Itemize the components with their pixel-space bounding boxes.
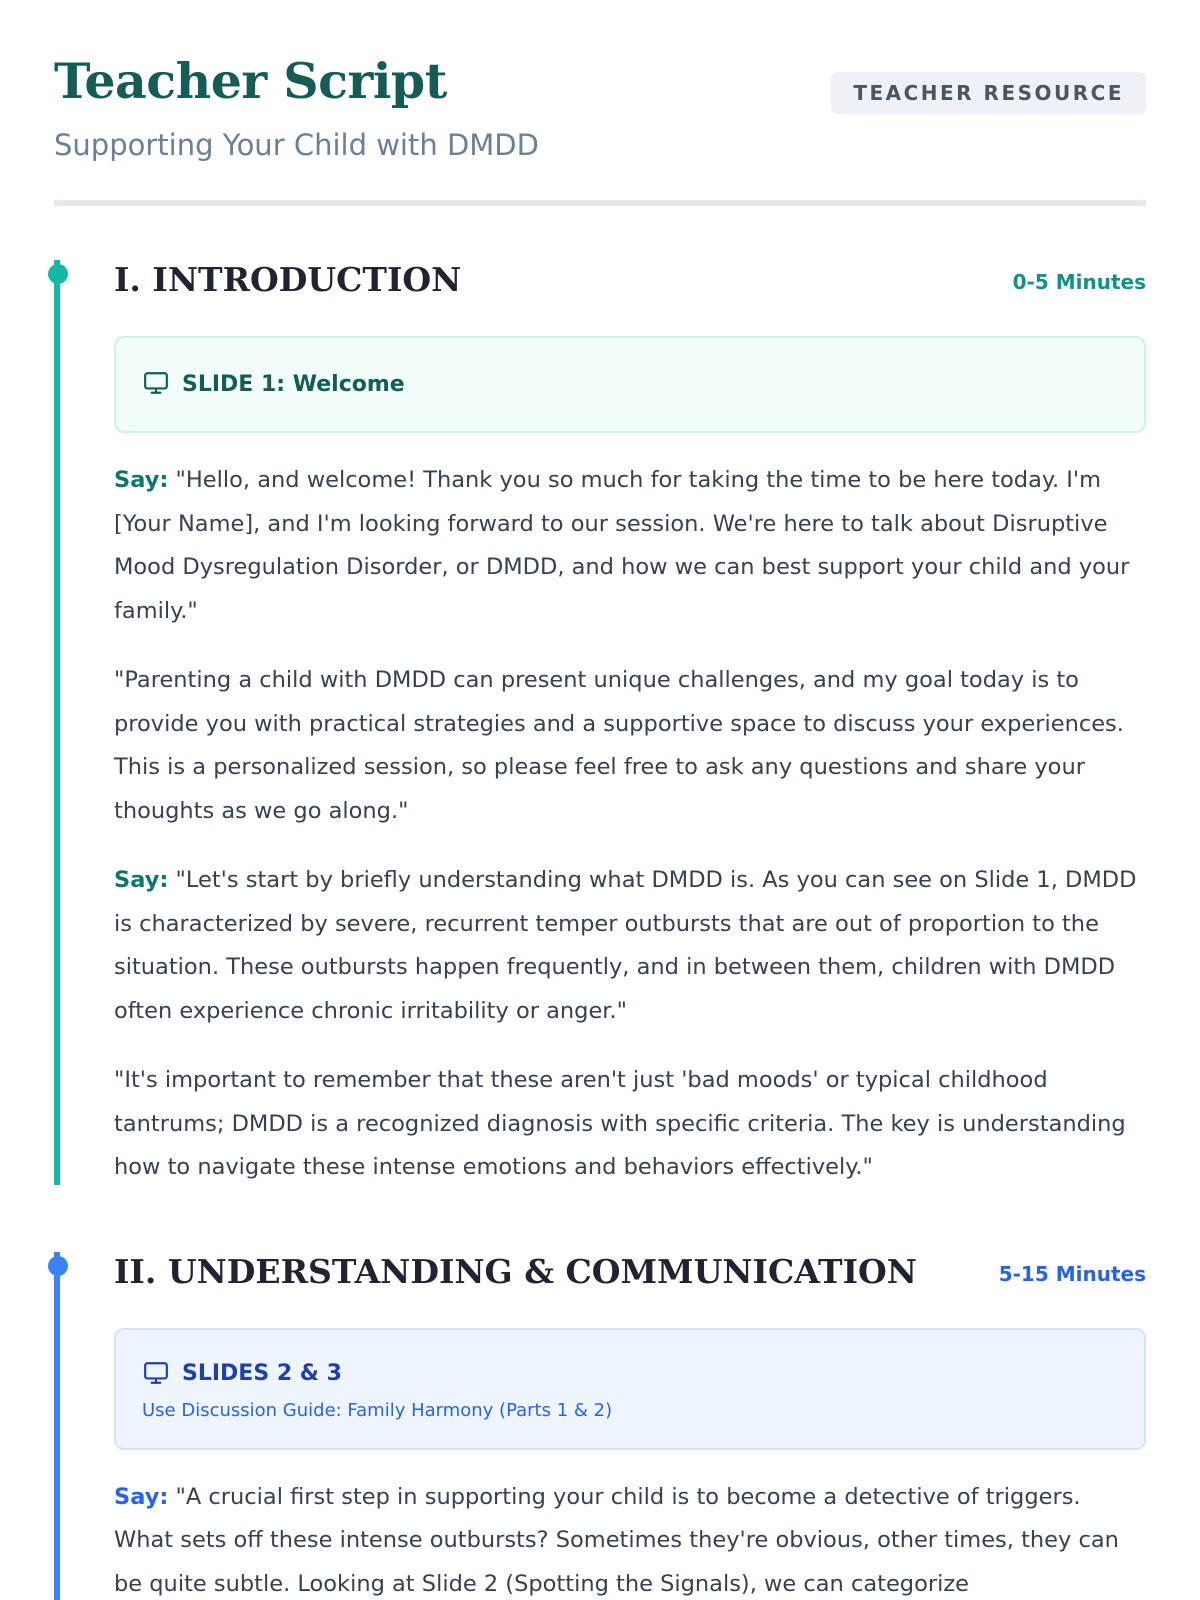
section-duration: 5-15 Minutes xyxy=(998,1261,1146,1286)
script-paragraph xyxy=(114,1476,1146,1600)
script-paragraph xyxy=(114,859,1146,1033)
script-text: "Parenting a child with DMDD can present unique challenges, and my goal today is to provide you with practical strategies and a supportive space to discuss your experiences. This is a personalized session, so please feel free to ask any questions and share your thoughts as we go along." xyxy=(114,667,1124,824)
script-text: "It's important to remember that these aren't just 'bad moods' or typical childhood tantrums; DMDD is a recognized diagnosis with specific criteria. The key is understanding how to navigate these intense emotions and behaviors effectively." xyxy=(114,1067,1126,1180)
say-cue: Say: xyxy=(114,867,169,893)
timeline-rail xyxy=(54,260,60,1185)
resource-badge: TEACHER RESOURCE xyxy=(831,72,1146,114)
slide-callout xyxy=(114,336,1146,433)
page-header xyxy=(54,0,1146,206)
script-text: "Hello, and welcome! Thank you so much for taking the time to be here today. I'm [Your Name], and I'm looking forward to our session. We're here to talk about Disruptive Mood Dysregulation Disorder, or DMDD, and how we can best support your child and your family." xyxy=(114,467,1130,624)
section-header xyxy=(114,260,1146,306)
script-paragraph xyxy=(114,659,1146,833)
slide-label: SLIDE 1: Welcome xyxy=(182,371,405,397)
script-paragraph xyxy=(114,1059,1146,1190)
slide-instruction: Use Discussion Guide: Family Harmony (Parts 1 & 2) xyxy=(142,1399,613,1421)
monitor-icon xyxy=(142,1360,172,1388)
timeline-dot xyxy=(48,1256,68,1276)
script-text: "A crucial first step in supporting your child is to become a detective of triggers. What sets off these intense outbursts? Sometimes they're obvious, other times, they can be quite subtle. Looking at Slide 2 (Spotting the Signals), we can categorize xyxy=(114,1483,1119,1597)
section-title: II. UNDERSTANDING & COMMUNICATION xyxy=(114,1251,917,1291)
say-cue: Say: xyxy=(114,467,169,493)
say-cue: Say: xyxy=(114,1483,169,1510)
section-title: I. INTRODUCTION xyxy=(114,260,462,299)
timeline-rail xyxy=(54,1252,60,1600)
monitor-icon xyxy=(142,370,172,398)
section-introduction xyxy=(54,260,1146,1190)
script-text: "Let's start by briefly understanding what DMDD is. As you can see on Slide 1, DMDD is characterized by severe, recurrent temper outbursts that are out of proportion to the situation. These outbursts happen frequently, and in between them, children with DMDD often experience chronic irritability or anger." xyxy=(114,867,1137,1024)
script-paragraph xyxy=(114,459,1146,633)
page-title: Teacher Script xyxy=(54,52,447,110)
section-understanding-communication xyxy=(54,1252,1146,1600)
page-subtitle: Supporting Your Child with DMDD xyxy=(54,128,539,162)
section-duration: 0-5 Minutes xyxy=(1012,270,1146,294)
section-header xyxy=(114,1252,1146,1298)
slide-callout xyxy=(114,1328,1146,1450)
timeline-dot xyxy=(48,264,68,284)
slide-label: SLIDES 2 & 3 xyxy=(182,1361,342,1386)
